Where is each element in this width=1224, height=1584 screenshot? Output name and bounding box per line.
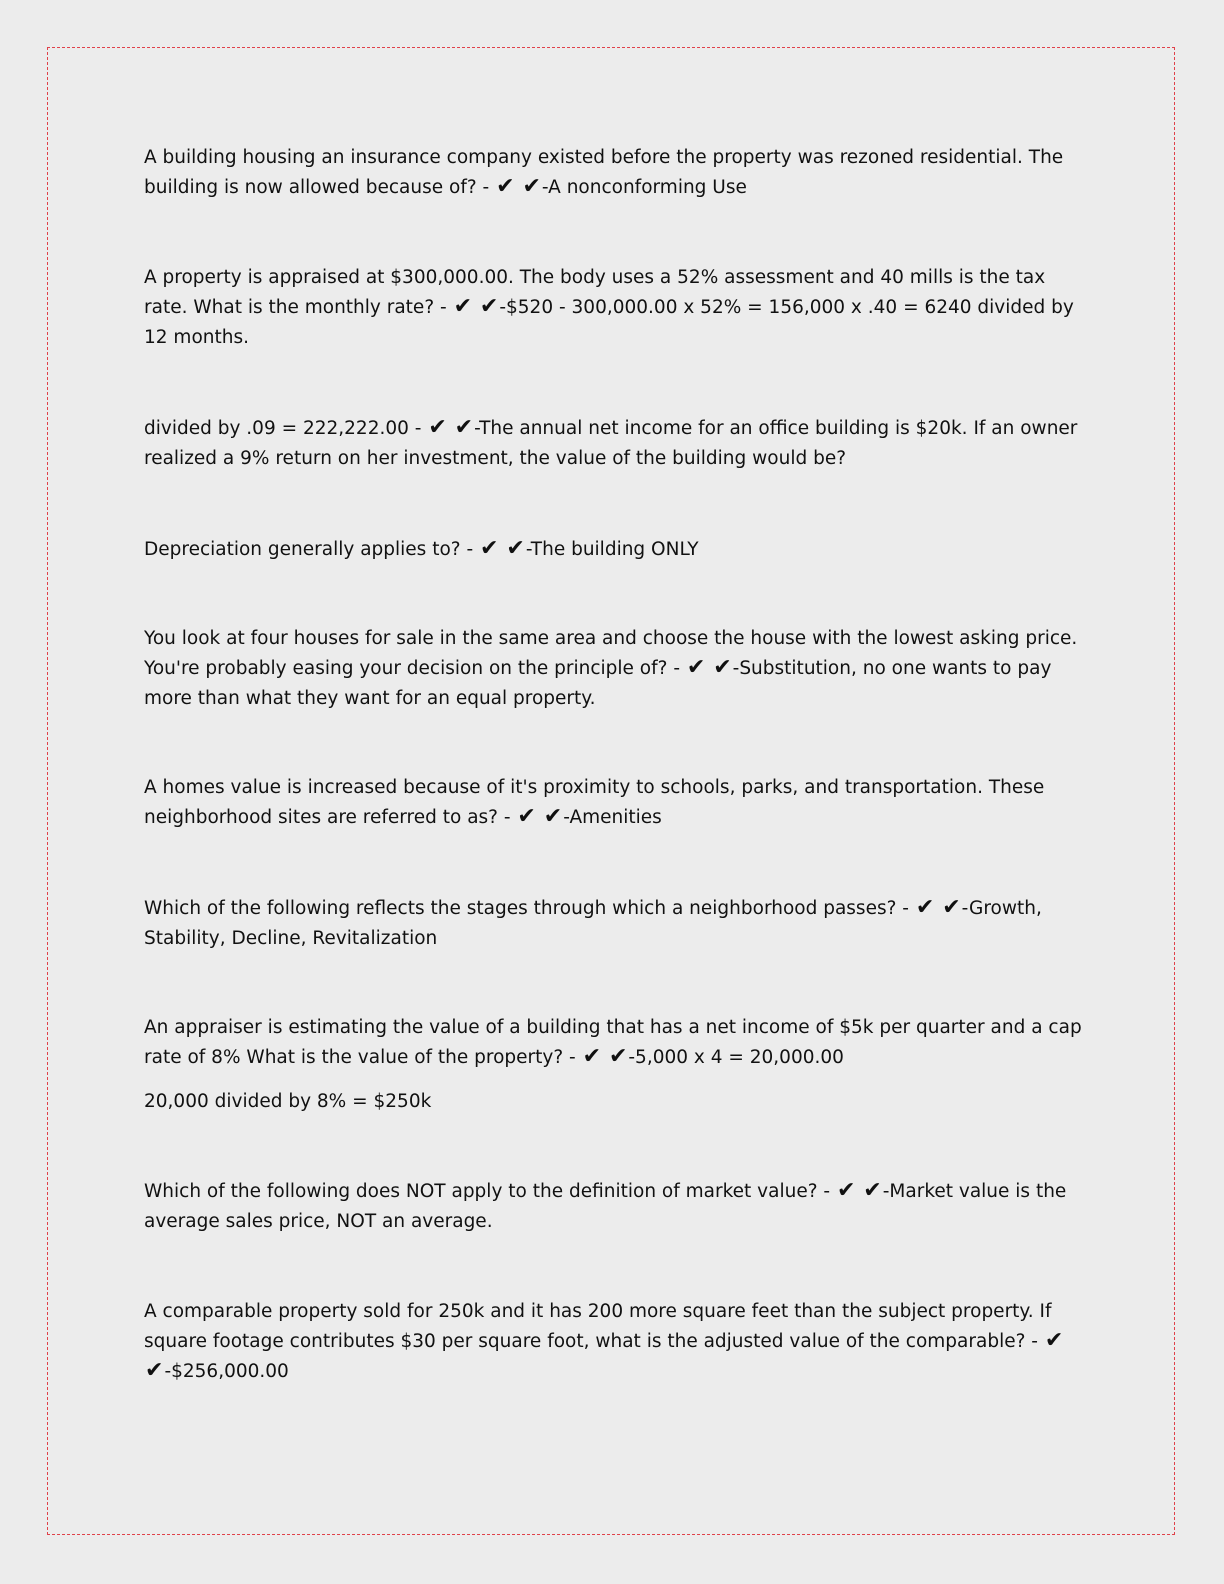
checkmark-icon: ✔ — [479, 294, 499, 319]
qa-item-1: A building housing an insurance company existed before the property was rezoned residential. The building is now allowed because of? - ✔ ✔-A nonconforming Use — [144, 147, 1064, 199]
qa-item-8-continued: 20,000 divided by 8% = $250k — [144, 1091, 432, 1112]
checkmark-icon: ✔ — [517, 804, 536, 829]
checkmark-icon: ✔ — [453, 294, 473, 319]
document-content — [144, 143, 1084, 1387]
qa-item-5: You look at four houses for sale in the same area and choose the house with the lowest asking price. You're probably easing your decision on the principle of? - ✔ ✔-Substitution, no one wants to pay more than what they want for an equal property. — [144, 628, 1078, 709]
qa-item-3: divided by .09 = 222,222.00 - ✔ ✔-The annual net income for an office building is $20k. If an owner realized a 9% return on her investment, the value of the building would be? — [144, 415, 1078, 469]
qa-item-6: A homes value is increased because of it's proximity to schools, parks, and transportation. These neighborhood sites are referred to as? - ✔ ✔-Amenities — [144, 777, 1045, 829]
checkmark-icon: ✔ — [480, 536, 499, 561]
checkmark-icon: ✔ — [1044, 1328, 1064, 1353]
qa-item-9: Which of the following does NOT apply to the definition of market value? - ✔ ✔-Market value is the average sales price, NOT an average. — [144, 1178, 1067, 1232]
checkmark-icon: ✔ — [608, 1044, 628, 1069]
checkmark-icon: ✔ — [522, 174, 541, 199]
checkmark-icon: ✔ — [686, 655, 706, 680]
checkmark-icon: ✔ — [942, 895, 961, 920]
qa-item-2: A property is appraised at $300,000.00. The body uses a 52% assessment and 40 mills is the tax rate. What is the monthly rate? - ✔ ✔-$520 - 300,000.00 x 52% = 156,000 x .40 = 6240 divided by 12 months. — [144, 267, 1074, 348]
checkmark-icon: ✔ — [582, 1044, 602, 1069]
checkmark-icon: ✔ — [836, 1178, 856, 1203]
checkmark-icon: ✔ — [506, 536, 525, 561]
checkmark-icon: ✔ — [543, 804, 563, 829]
qa-item-4: Depreciation generally applies to? - ✔ ✔-The building ONLY — [144, 536, 699, 561]
checkmark-icon: ✔ — [145, 1358, 164, 1383]
checkmark-icon: ✔ — [915, 895, 935, 920]
checkmark-icon: ✔ — [863, 1178, 882, 1203]
checkmark-icon: ✔ — [428, 415, 447, 440]
checkmark-icon: ✔ — [454, 415, 474, 440]
qa-item-8: An appraiser is estimating the value of a building that has a net income of $5k per quarter and a cap rate of 8% What is the value of the property? - ✔ ✔-5,000 x 4 = 20,000.00 — [144, 1017, 1082, 1069]
checkmark-icon: ✔ — [713, 655, 732, 680]
checkmark-icon: ✔ — [496, 174, 515, 199]
qa-item-10: A comparable property sold for 250k and it has 200 more square feet than the subject property. If square footage contributes $30 per square foot, what is the adjusted value of the comparable? - ✔ ✔-$256,000.00 — [144, 1301, 1064, 1383]
qa-item-7: Which of the following reflects the stages through which a neighborhood passes? - ✔ ✔-Growth, Stability, Decline, Revitalization — [144, 895, 1042, 949]
